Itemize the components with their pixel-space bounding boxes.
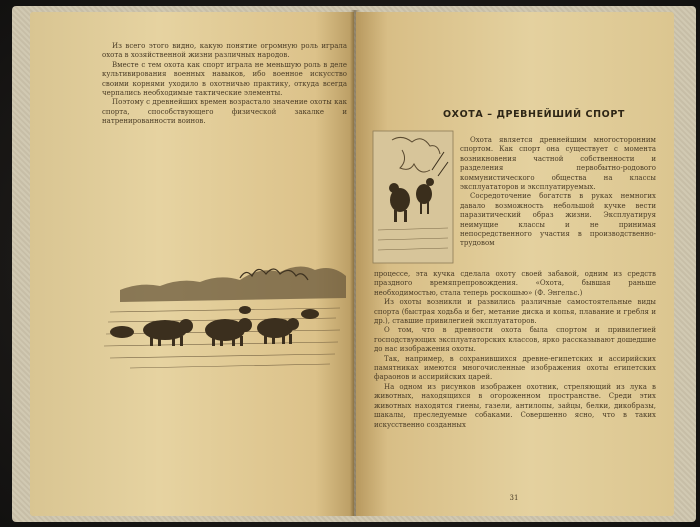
left-page-text <box>102 42 347 127</box>
right-paragraph: Из охоты возникли и развились различные самостоятельные виды спорта (быстрая ходьба и бег, метание диска и копья, плавание и гребля и др.), ставшие привилегией эксплуататоров. <box>374 298 656 326</box>
left-paragraph: Вместе с тем охота как спорт играла не меньшую роль в деле культивирования военных навыков, ибо военное искусство своими корнями уходило в охотничью практику, откуда всегда черпались необходимые тактические элементы. <box>102 60 347 98</box>
right-column-text <box>460 136 656 249</box>
bison-herd-illustration <box>100 252 350 374</box>
right-paragraph: Так, например, в сохранившихся древне-египетских и ассирийских памятниках имеются многочисленные изображения охоты египетских фараонов и ассирийских царей. <box>374 354 656 382</box>
hunting-scene-illustration <box>372 130 454 264</box>
chapter-title: ОХОТА – ДРЕВНЕЙШИЙ СПОРТ <box>442 109 625 120</box>
right-paragraph: На одном из рисунков изображен охотник, стреляющий из лука в животных, находящихся в огороженном пространстве. Среди этих животных находятся гиены, газели, антилопы, зайцы, белки, дикобразы, шакалы, преследуемые собаками. Совершенно ясно, что в таких искусственно созданных <box>374 382 656 429</box>
right-paragraph: О том, что в древности охота была спортом и привилегией господствующих эксплуататорских классов, ярко рассказывают дошедшие до нас изображения охоты. <box>374 326 656 354</box>
left-paragraph: Поэтому с древнейших времен возрастало значение охоты как спорта, способствующего физической закалке и натренированности воинов. <box>102 98 347 126</box>
right-page <box>356 12 674 516</box>
page-number: 31 <box>509 494 519 502</box>
right-paragraph: Сосредоточение богатств в руках немногих давало возможность небольшой кучке вести паразитический образ жизни. Эксплуатируя неимущие классы и не принимая непосредственного участия в производственно-трудовом <box>460 192 656 248</box>
right-paragraph: процессе, эта кучка сделала охоту своей забавой, одним из средств праздного времяпрепровождения. «Охота, бывшая раньше необходимостью, стала теперь роскошью» (Ф. Энгельс.) <box>374 270 656 297</box>
right-full-text <box>374 270 656 430</box>
left-paragraph: Из всего этого видно, какую понятие огромную роль играла охота в хозяйственной жизни различных народов. <box>102 42 347 60</box>
left-page <box>30 12 354 516</box>
right-paragraph: Охота является древнейшим многосторонним спортом. Как спорт она существует с момента возникновения частной собственности и разделения первобытно-родового коммунистического общества на классы эксплуататоров и эксплуатируемых. <box>460 136 656 192</box>
